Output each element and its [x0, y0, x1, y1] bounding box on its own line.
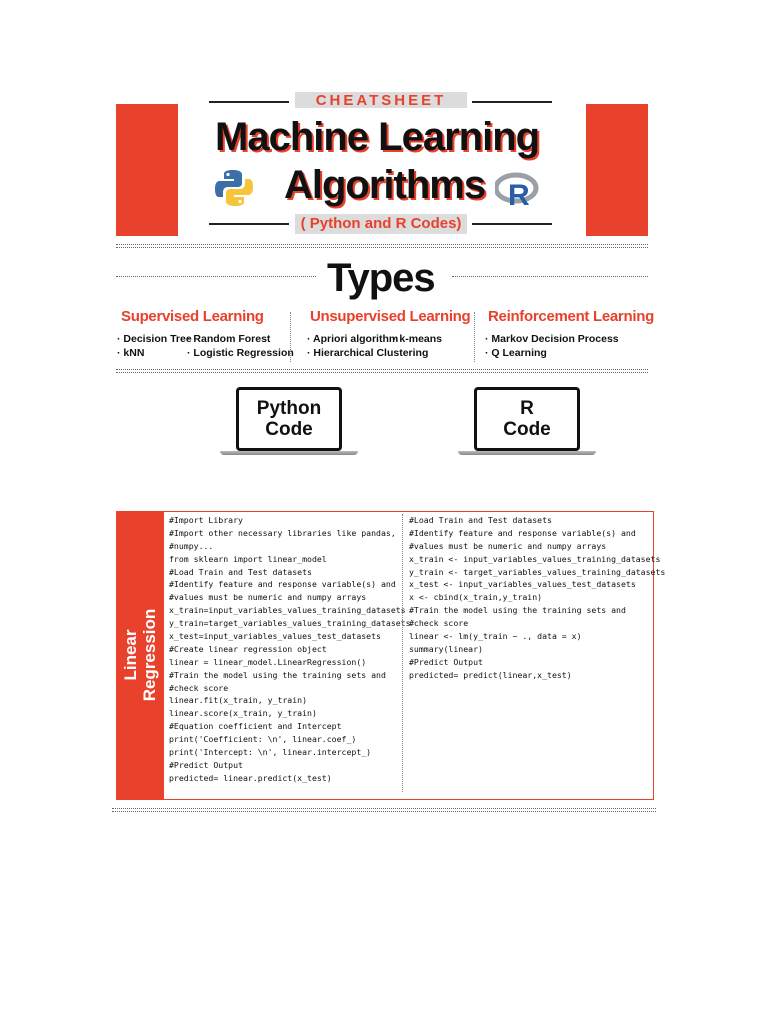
header-divider: [116, 244, 648, 248]
python-laptop-line2: Code: [265, 419, 313, 440]
code-line: predicted= linear.predict(x_test): [169, 772, 332, 783]
code-line: #Import other necessary libraries like pandas,: [169, 527, 396, 538]
code-line: x_train=input_variables_values_training_datasets: [169, 605, 406, 616]
types-heading: Types: [327, 256, 435, 300]
types-rule-right: [452, 276, 648, 277]
types-divider: [116, 369, 648, 373]
category-reinforcement-item: · Markov Decision Process: [485, 333, 619, 345]
code-line: print('Intercept: \n', linear.intercept_): [169, 747, 372, 758]
code-line: x <- cbind(x_train,y_train): [409, 592, 543, 603]
title-line-1: Machine Learning: [215, 115, 540, 159]
category-supervised-item: · Decision Tree: [117, 333, 192, 345]
code-line: #numpy...: [169, 540, 214, 551]
code-line: #Predict Output: [169, 759, 243, 770]
code-line: #Identify feature and response variable(s) and: [169, 579, 396, 590]
category-unsupervised-title: Unsupervised Learning: [310, 308, 471, 325]
code-line: #Train the model using the training sets and: [169, 669, 386, 680]
code-line: x_train <- input_variables_values_training_datasets: [409, 553, 661, 564]
python-code-block: [169, 514, 411, 785]
category-unsupervised-item: · Apriori algorithm: [307, 333, 399, 345]
category-reinforcement-title: Reinforcement Learning: [488, 308, 654, 325]
category-reinforcement-item: · Q Learning: [485, 347, 547, 359]
category-supervised-item: · Random Forest: [187, 333, 271, 345]
code-line: #values must be numeric and numpy arrays: [409, 540, 607, 551]
code-line: linear = linear_model.LinearRegression(): [169, 656, 367, 667]
cheatsheet-badge: CHEATSHEET: [295, 92, 467, 108]
code-line: #Identify feature and response variable(s) and: [409, 527, 636, 538]
code-column-divider: [402, 514, 403, 792]
category-supervised-item: · Logistic Regression: [187, 347, 294, 359]
code-line: #Equation coefficient and Intercept: [169, 721, 342, 732]
code-line: linear.fit(x_train, y_train): [169, 695, 308, 706]
category-unsupervised-item: · Hierarchical Clustering: [307, 347, 429, 359]
python-laptop-base: [220, 451, 358, 455]
code-line: #Create linear regression object: [169, 643, 327, 654]
r-laptop-line2: Code: [503, 419, 551, 440]
r-logo-icon: [495, 172, 541, 208]
code-line: #Load Train and Test datasets: [409, 515, 552, 525]
badge-rule-right: [472, 101, 552, 103]
subtitle: ( Python and R Codes): [295, 214, 467, 234]
r-code-laptop-icon: [474, 387, 580, 451]
linear-regression-label: Linear Regression: [121, 608, 159, 702]
svg-text:R: R: [508, 179, 530, 208]
code-line: print('Coefficient: \n', linear.coef_): [169, 734, 357, 745]
category-separator: [290, 312, 291, 362]
category-unsupervised-item: · k-means: [393, 333, 443, 345]
code-line: #Load Train and Test datasets: [169, 566, 312, 577]
python-logo-icon: [213, 168, 255, 208]
category-supervised-item: · kNN: [117, 347, 145, 359]
header-left-red-block: [116, 104, 178, 236]
code-line: y_train <- target_variables_values_training_datasets: [409, 566, 666, 577]
badge-rule-left: [209, 101, 289, 103]
types-rule-left: [116, 276, 316, 277]
code-line: y_train=target_variables_values_training_datasets: [169, 618, 411, 629]
code-line: #check score: [409, 618, 469, 629]
r-code-block: [409, 514, 665, 682]
footer-divider: [112, 808, 656, 812]
code-line: predicted= predict(linear,x_test): [409, 669, 572, 680]
code-line: #values must be numeric and numpy arrays: [169, 592, 367, 603]
code-line: x_test=input_variables_values_test_datasets: [169, 631, 381, 642]
python-code-laptop-icon: [236, 387, 342, 451]
subtitle-rule-left: [209, 223, 289, 225]
subtitle-rule-right: [472, 223, 552, 225]
code-line: #Predict Output: [409, 656, 483, 667]
code-line: linear.score(x_train, y_train): [169, 708, 317, 719]
r-laptop-base: [458, 451, 596, 455]
code-line: from sklearn import linear_model: [169, 553, 327, 564]
header-right-red-block: [586, 104, 648, 236]
category-separator: [474, 312, 475, 362]
title-line-2: Algorithms: [284, 163, 486, 207]
code-line: linear <- lm(y_train ~ ., data = x): [409, 631, 582, 642]
code-line: #Train the model using the training sets and: [409, 605, 626, 616]
code-line: x_test <- input_variables_values_test_datasets: [409, 579, 636, 590]
python-laptop-line1: Python: [256, 398, 322, 419]
code-line: summary(linear): [409, 643, 483, 654]
category-supervised-title: Supervised Learning: [121, 308, 264, 325]
code-line: #check score: [169, 682, 229, 693]
code-line: #Import Library: [169, 515, 243, 525]
r-laptop-line1: R: [520, 398, 534, 419]
